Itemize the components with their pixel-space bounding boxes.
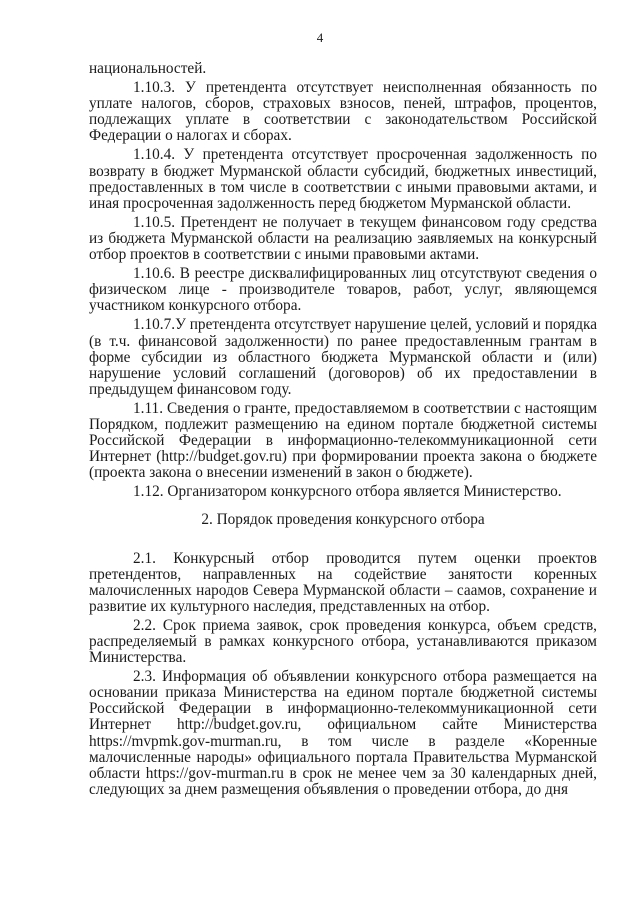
page-number: 4 xyxy=(316,30,324,45)
paragraph-1-10-4: 1.10.4. У претендента отсутствует просроченная задолженность по возврату в бюджет Мурманской области субсидий, бюджетных инвестиций, предоставленных в том числе в соответствии с иными правовыми актами, и иная просроченная задолженность перед бюджетом Мурманской области. xyxy=(89,146,597,212)
paragraph-continuation: национальностей. xyxy=(89,60,207,77)
paragraph-1-10-6: 1.10.6. В реестре дисквалифицированных лиц отсутствуют сведения о физическом лице - производителе товаров, работ, услуг, являющемся участником конкурсного отбора. xyxy=(89,265,597,315)
paragraph-2-2: 2.2. Срок приема заявок, срок проведения конкурса, объем средств, распределяемый в рамках конкурсного отбора, устанавливаются приказом Министерства. xyxy=(89,616,597,667)
document-body xyxy=(89,61,597,801)
paragraph-1-10-7: 1.10.7.У претендента отсутствует нарушение целей, условий и порядка (в т.ч. финансовой задолженности) по ранее предоставленным грантам в форме субсидии из областного бюджета Мурманской области и (или) нарушение условий соглашений (договоров) об их предоставлении в предыдущем финансовом году. xyxy=(89,316,597,398)
paragraph-1-11: 1.11. Сведения о гранте, предоставляемом в соответствии с настоящим Порядком, подлежит размещению на едином портале бюджетной системы Российской Федерации в информационно-телекоммуникационной сети Интернет (http://budget.gov.ru) при формировании проекта закона о бюджете (проекта закона о внесении изменений в закон о бюджете). xyxy=(89,399,597,482)
paragraph-2-1: 2.1. Конкурсный отбор проводится путем оценки проектов претендентов, направленных на содействие занятости коренных малочисленных народов Севера Мурманской области – саамов, сохранение и развитие их культурного наследия, представленных на отбор. xyxy=(89,549,597,615)
paragraph-1-12: 1.12. Организатором конкурсного отбора является Министерство. xyxy=(133,483,562,501)
paragraph-1-10-5: 1.10.5. Претендент не получает в текущем финансовом году средства из бюджета Мурманской области на реализацию заявляемых на конкурсный отбор проектов в соответствии с иными правовыми актами. xyxy=(89,213,597,264)
paragraph-2-3: 2.3. Информация об объявлении конкурсного отбора размещается на основании приказа Министерства на едином портале бюджетной системы Российской Федерации в информационно-телекоммуникационной сети Интернет http://budget.gov.ru, официальном сайте Министерства https://mvpmk.gov-murman.ru, в том числе в разделе «Коренные малочисленные народы» официального портала Правительства Мурманской области https://gov-murman.ru в срок не менее чем за 30 календарных дней, следующих за днем размещения объявления о проведении отбора, до дня xyxy=(89,668,597,798)
section-heading: 2. Порядок проведения конкурсного отбора xyxy=(201,511,485,529)
paragraph-1-10-3: 1.10.3. У претендента отсутствует неисполненная обязанность по уплате налогов, сборов, страховых взносов, пеней, штрафов, процентов, подлежащих уплате в соответствии с законодательством Российской Федерации о налогах и сборах. xyxy=(89,79,597,145)
